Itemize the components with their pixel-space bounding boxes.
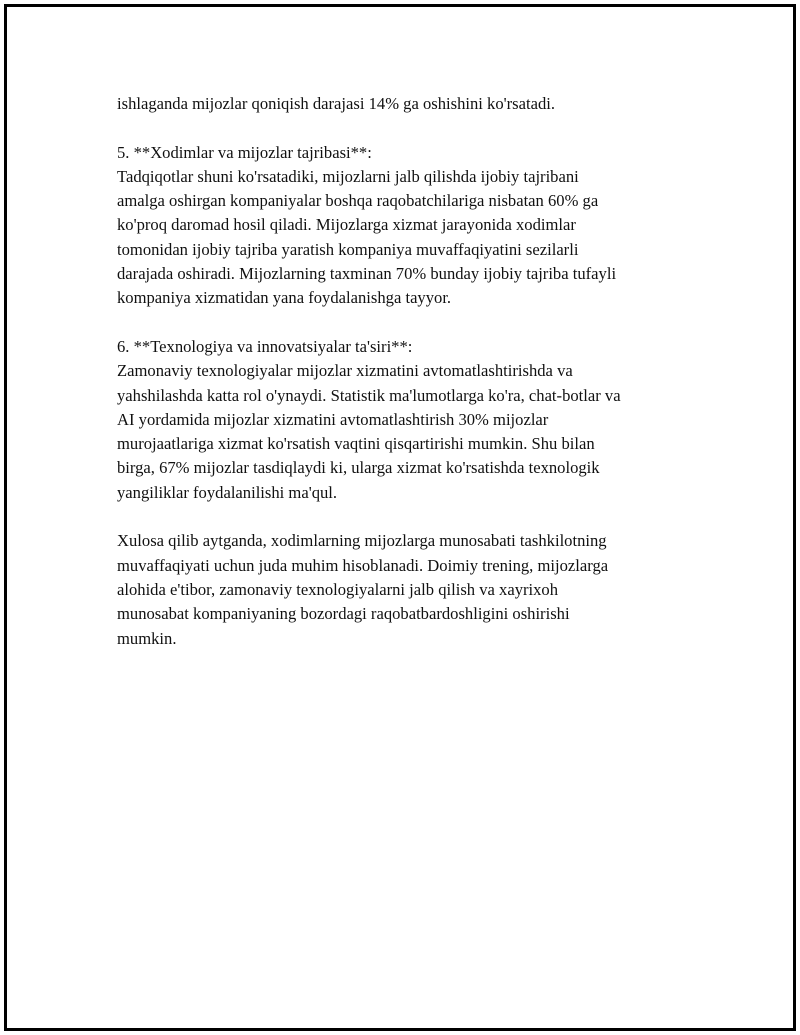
paragraph-gap <box>117 311 692 335</box>
section-5-body: Tadqiqotlar shuni ko'rsatadiki, mijozlarni jalb qilishda ijobiy tajribani amalga oshirgan kompaniyalar boshqa raqobatchilariga nisbatan 60% ga ko'proq daromad hosil qiladi. Mijozlarga xizmat jarayonida xodimlar tomonidan ijobiy tajriba yaratish kompaniya muvaffaqiyatini sezilarli darajada oshiradi. Mijozlarning taxminan 70% bunday ijobiy tajriba tufayli kompaniya xizmatidan yana foydalanishga tayyor. <box>117 166 617 308</box>
document-body <box>117 92 692 651</box>
section-6-heading: 6. **Texnologiya va innovatsiyalar ta'siri**: <box>117 336 413 356</box>
section-5-heading: 5. **Xodimlar va mijozlar tajribasi**: <box>117 142 372 162</box>
paragraph-gap <box>117 116 692 140</box>
conclusion-paragraph: Xulosa qilib aytganda, xodimlarning mijozlarga munosabati tashkilotning muvaffaqiyati uchun juda muhim hisoblanadi. Doimiy trening, mijozlarga alohida e'tibor, zamonaviy texnologiyalarni jalb qilish va xayrixoh munosabat kompaniyaning bozordagi raqobatbardoshligini oshirishi mumkin. <box>117 531 609 648</box>
section-6-body: Zamonaviy texnologiyalar mijozlar xizmatini avtomatlashtirishda va yahshilashda katta rol o'ynaydi. Statistik ma'lumotlarga ko'ra, chat-botlar va AI yordamida mijozlar xizmatini avtomatlashtirish 30% mijozlar murojaatlariga xizmat ko'rsatish vaqtini qisqartirishi mumkin. Shu bilan birga, 67% mijozlar tasdiqlaydi ki, ularga xizmat ko'rsatishda texnologik yangiliklar foydalanilishi ma'qul. <box>117 361 621 502</box>
intro-line: ishlaganda mijozlar qoniqish darajasi 14% ga oshishini ko'rsatadi. <box>117 94 556 113</box>
paragraph-gap <box>117 505 692 529</box>
